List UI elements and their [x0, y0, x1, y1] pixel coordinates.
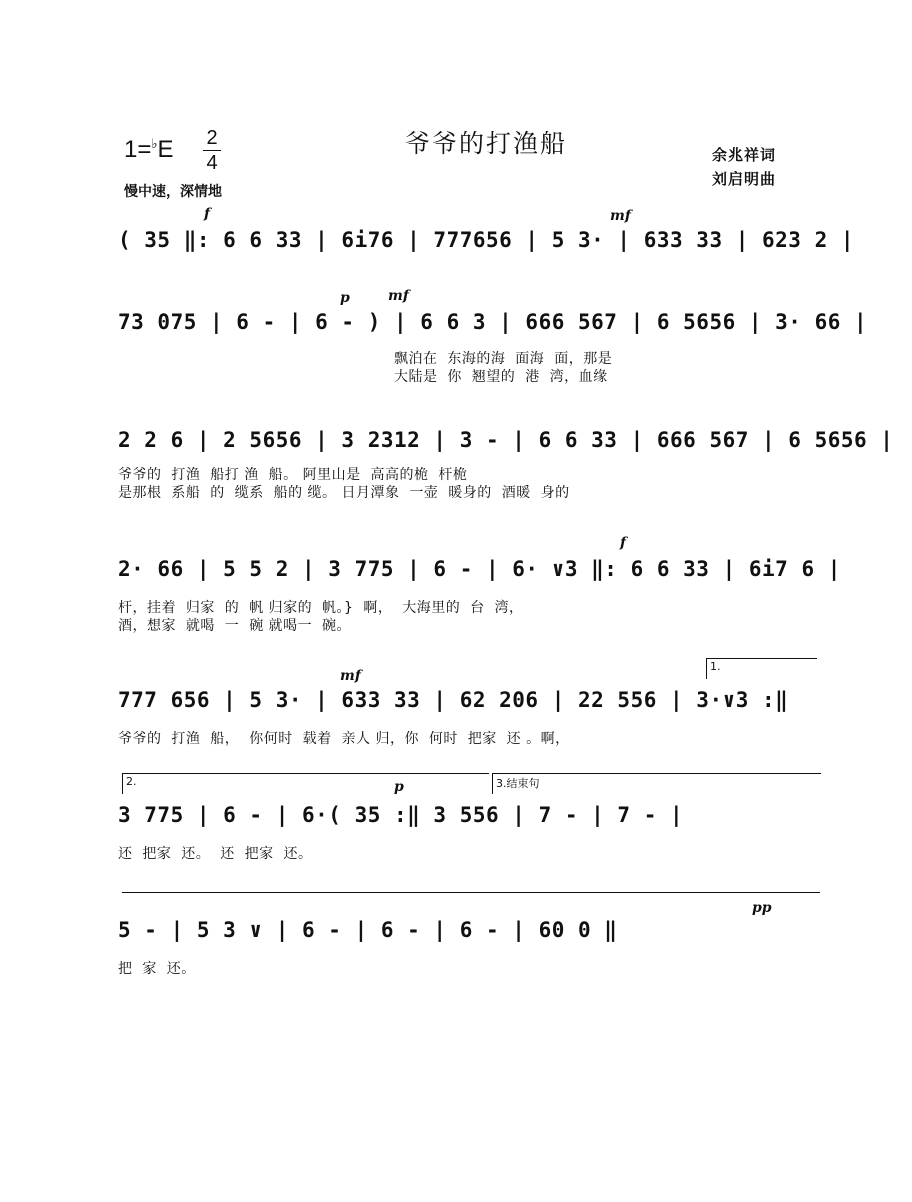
- lyrics-verse-1: 爷爷的 打渔 船， 你何时 载着 亲人 归，你 何时 把家 还 。啊，: [118, 731, 570, 747]
- volta-label: 1.: [710, 660, 721, 673]
- lyrics-verse-1: 还 把家 还。 还 把家 还。: [118, 846, 313, 862]
- lyricist: 余兆祥词: [712, 146, 777, 164]
- dynamic-mark: f: [204, 206, 211, 222]
- score-line-6: [118, 773, 820, 862]
- lyrics-verse-1: 飘泊在 东海的海 面海 面，那是: [394, 351, 613, 367]
- lyrics-verse-1: 爷爷的 打渔 船打 渔 船。 阿里山是 高高的桅 杆桅: [118, 467, 468, 483]
- volta-label: 2.: [126, 775, 137, 788]
- song-title: 爷爷的打渔船: [405, 129, 568, 158]
- dynamic-mark: pp: [752, 900, 772, 916]
- volta-bracket: [122, 773, 489, 794]
- key-signature: [124, 136, 174, 164]
- dynamic-mark: mf: [388, 288, 409, 304]
- dynamic-mark: mf: [340, 668, 361, 684]
- dynamic-mark: p: [394, 779, 404, 795]
- lyrics-verse-1: 把 家 还。: [118, 961, 196, 977]
- score-line-4: [118, 535, 841, 634]
- time-bottom: 4: [206, 152, 218, 174]
- flat-sign: ♭: [151, 136, 158, 151]
- dynamic-mark: mf: [610, 208, 631, 224]
- tempo-marking: 慢中速，深情地: [124, 184, 222, 200]
- score-line-1: [118, 206, 855, 282]
- notation: 2 2 6 | 2 5656 | 3 2312 | 3 - | 6 6 33 | 666 567 | 6 5656 |: [118, 428, 894, 452]
- notation: 73 075 | 6 - | 6 - ) | 6 6 3 | 666 567 | 6 5656 | 3· 66 |: [118, 310, 868, 334]
- volta-label: 3.结束句: [496, 777, 540, 790]
- dynamic-mark: p: [340, 290, 350, 306]
- notation: 777 656 | 5 3· | 633 33 | 62 206 | 22 556 | 3·∨3 :‖: [118, 688, 789, 712]
- score-line-3: [118, 418, 894, 501]
- key-note: E: [157, 136, 174, 163]
- volta-bracket: [706, 658, 817, 679]
- lyrics-verse-2: 酒，想家 就喝 一 碗 就喝一 碗。: [118, 618, 352, 634]
- time-top: 2: [206, 127, 218, 149]
- score-line-7: [118, 892, 820, 977]
- lyrics-verse-2: 是那根 系船 的 缆系 船的 缆。 日月潭象 一壶 暖身的 酒暖 身的: [118, 485, 570, 501]
- lyrics-verse-2: 大陆是 你 翘望的 港 湾，血缘: [394, 369, 608, 385]
- lyrics-verse-1: 杆，挂着 归家 的 帆 归家的 帆。} 啊， 大海里的 台 湾，: [118, 600, 524, 616]
- system-top-line: [122, 892, 820, 893]
- notation: 5 - | 5 3 ∨ | 6 - | 6 - | 6 - | 60 0 ‖: [118, 918, 618, 942]
- score-line-2: [118, 288, 868, 385]
- time-signature: [203, 128, 221, 173]
- notation: ( 35 ‖: 6 6 33 | 6i76 | 777656 | 5 3· | 633 33 | 623 2 |: [118, 228, 855, 252]
- score-line-5: [118, 658, 820, 747]
- dynamic-mark: f: [620, 535, 627, 551]
- volta-bracket: [492, 773, 821, 794]
- key-prefix: 1=: [124, 136, 152, 163]
- notation: 2· 66 | 5 5 2 | 3 775 | 6 - | 6· ∨3 ‖: 6 6 33 | 6i7 6 |: [118, 557, 841, 581]
- composer: 刘启明曲: [712, 170, 777, 188]
- notation: 3 775 | 6 - | 6·( 35 :‖ 3 556 | 7 - | 7 - |: [118, 803, 684, 827]
